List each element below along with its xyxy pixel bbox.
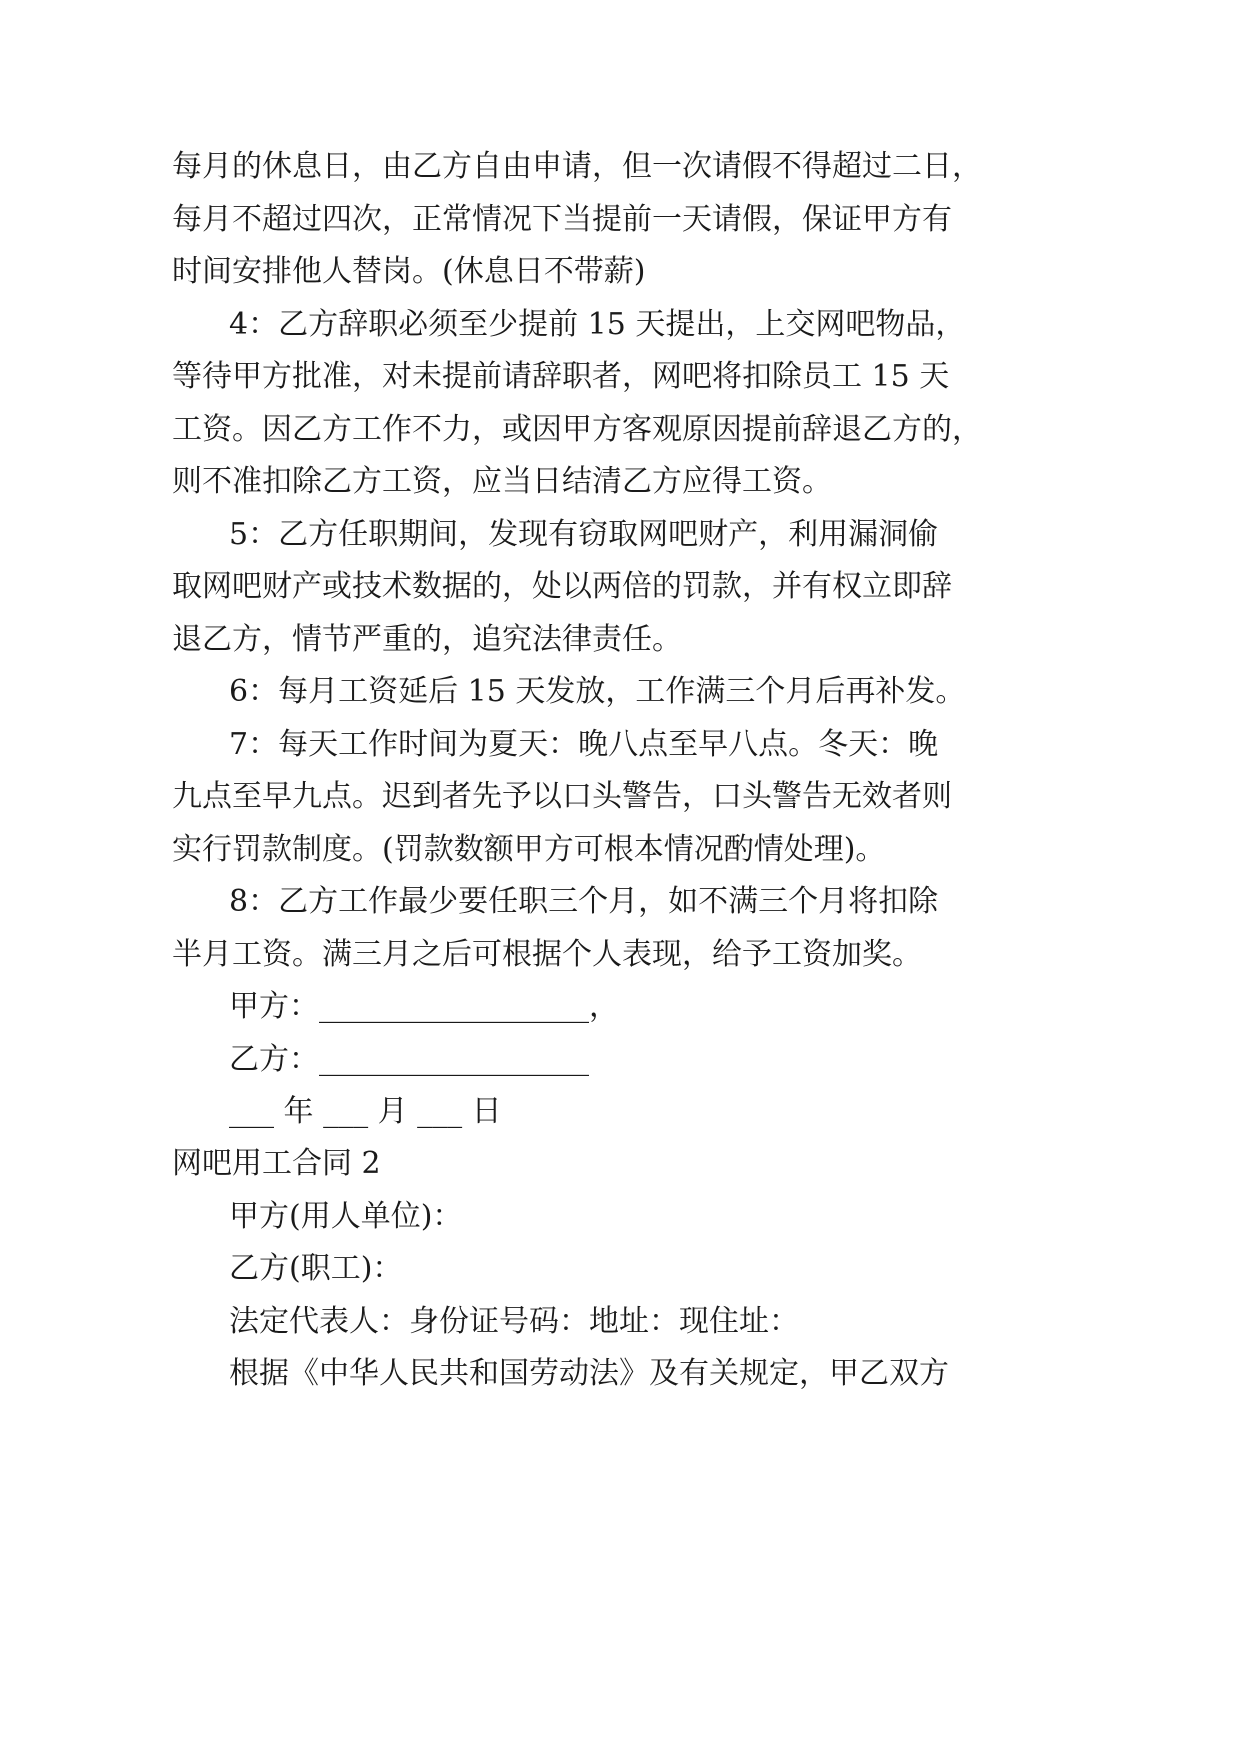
- date-line: ___ 年 ___ 月 ___ 日: [229, 1094, 502, 1129]
- text-line: 8：乙方工作最少要任职三个月，如不满三个月将扣除: [229, 884, 939, 919]
- text-line: 实行罚款制度。(罚款数额甲方可根本情况酌情处理)。: [172, 832, 886, 867]
- text-line: 7：每天工作时间为夏天：晚八点至早八点。冬天：晚: [229, 727, 939, 762]
- text-line: 时间安排他人替岗。(休息日不带薪): [172, 254, 646, 289]
- text-line: 等待甲方批准，对未提前请辞职者，网吧将扣除员工 15 天: [172, 359, 950, 394]
- text-line: 根据《中华人民共和国劳动法》及有关规定，甲乙双方: [229, 1356, 949, 1391]
- text-line: 九点至早九点。迟到者先予以口头警告，口头警告无效者则: [172, 779, 952, 814]
- text-line: 每月不超过四次，正常情况下当提前一天请假，保证甲方有: [172, 202, 952, 237]
- text-line: 法定代表人：身份证号码：地址：现住址：: [229, 1304, 799, 1339]
- section-title: 网吧用工合同 2: [172, 1146, 381, 1181]
- text-line: 4：乙方辞职必须至少提前 15 天提出，上交网吧物品，: [229, 307, 966, 342]
- signature-line-party-a: 甲方：__________________，: [229, 989, 619, 1024]
- text-line: 乙方(职工)：: [229, 1251, 403, 1286]
- text-line: 半月工资。满三月之后可根据个人表现，给予工资加奖。: [172, 937, 922, 972]
- text-line: 5：乙方任职期间，发现有窃取网吧财产，利用漏洞偷: [229, 517, 939, 552]
- text-line: 工资。因乙方工作不力，或因甲方客观原因提前辞退乙方的，: [172, 412, 982, 447]
- text-line: 6：每月工资延后 15 天发放，工作满三个月后再补发。: [229, 674, 966, 709]
- text-line: 每月的休息日，由乙方自由申请，但一次请假不得超过二日，: [172, 149, 982, 184]
- text-line: 取网吧财产或技术数据的，处以两倍的罚款，并有权立即辞: [172, 569, 952, 604]
- text-line: 甲方(用人单位)：: [229, 1199, 463, 1234]
- text-line: 退乙方，情节严重的，追究法律责任。: [172, 622, 682, 657]
- text-line: 则不准扣除乙方工资，应当日结清乙方应得工资。: [172, 464, 832, 499]
- signature-line-party-b: 乙方：__________________: [229, 1042, 589, 1077]
